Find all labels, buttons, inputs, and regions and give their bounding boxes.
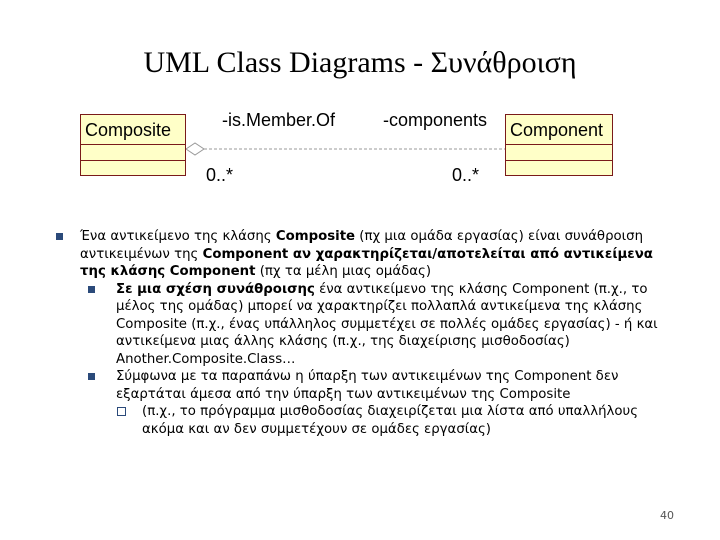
- aggregation-diamond-icon: [186, 143, 204, 155]
- square-bullet-icon: [56, 233, 63, 240]
- role-right-label: -components: [383, 110, 488, 130]
- slide-title: UML Class Diagrams - Συνάθροιση: [143, 46, 577, 79]
- bullet-item-2: Σε μια σχέση συνάθροισης ένα αντικείμενο της κλάσης Component (π.χ., το μέλος της ομάδας) μπορεί να χαρακτηρίζει πολλαπλά αντικείμενα της κλάσης Composite (π.χ., ένας υπάλληλος συμμετέχει σε πολλές ομάδες εργασίας) - ή και αντικείμενα μιας άλλης κλάσης (π.χ., της διαχείρισης μισθοδοσίας) Another.Composite.Class…: [54, 281, 664, 369]
- multiplicity-right: 0..*: [452, 165, 480, 185]
- multiplicity-left: 0..*: [206, 165, 234, 185]
- hollow-square-bullet-icon: [117, 407, 126, 416]
- bullet-item-3: Σύμφωνα με τα παραπάνω η ύπαρξη των αντικειμένων της Component δεν εξαρτάται άμεσα από την ύπαρξη των αντικειμένων της Composite: [54, 368, 664, 403]
- composite-class-name: Composite: [81, 115, 185, 145]
- bullet-item-1: Ένα αντικείμενο της κλάσης Composite (πχ μια ομάδα εργασίας) είναι συνάθροιση αντικειμένων της Component αν χαρακτηρίζεται/αποτελείται από αντικείμενα της κλάσης Component (πχ τα μέλη μιας ομάδας): [54, 228, 664, 281]
- component-operations: [506, 161, 612, 175]
- composite-operations: [81, 161, 185, 175]
- square-bullet-icon: [88, 286, 95, 293]
- page-number: 40: [660, 509, 674, 522]
- square-bullet-icon: [88, 373, 95, 380]
- composite-class-box: [80, 114, 186, 176]
- role-left-label: -is.Member.Of: [222, 110, 336, 130]
- bullet-item-4: (π.χ., το πρόγραμμα μισθοδοσίας διαχειρίζεται μια λίστα από υπαλλήλους ακόμα και αν δεν συμμετέχουν σε ομάδες εργασίας): [54, 403, 664, 438]
- composite-attributes: [81, 145, 185, 161]
- component-attributes: [506, 145, 612, 161]
- bullet-list: [54, 228, 664, 438]
- component-class-box: [505, 114, 613, 176]
- component-class-name: Component: [506, 115, 612, 145]
